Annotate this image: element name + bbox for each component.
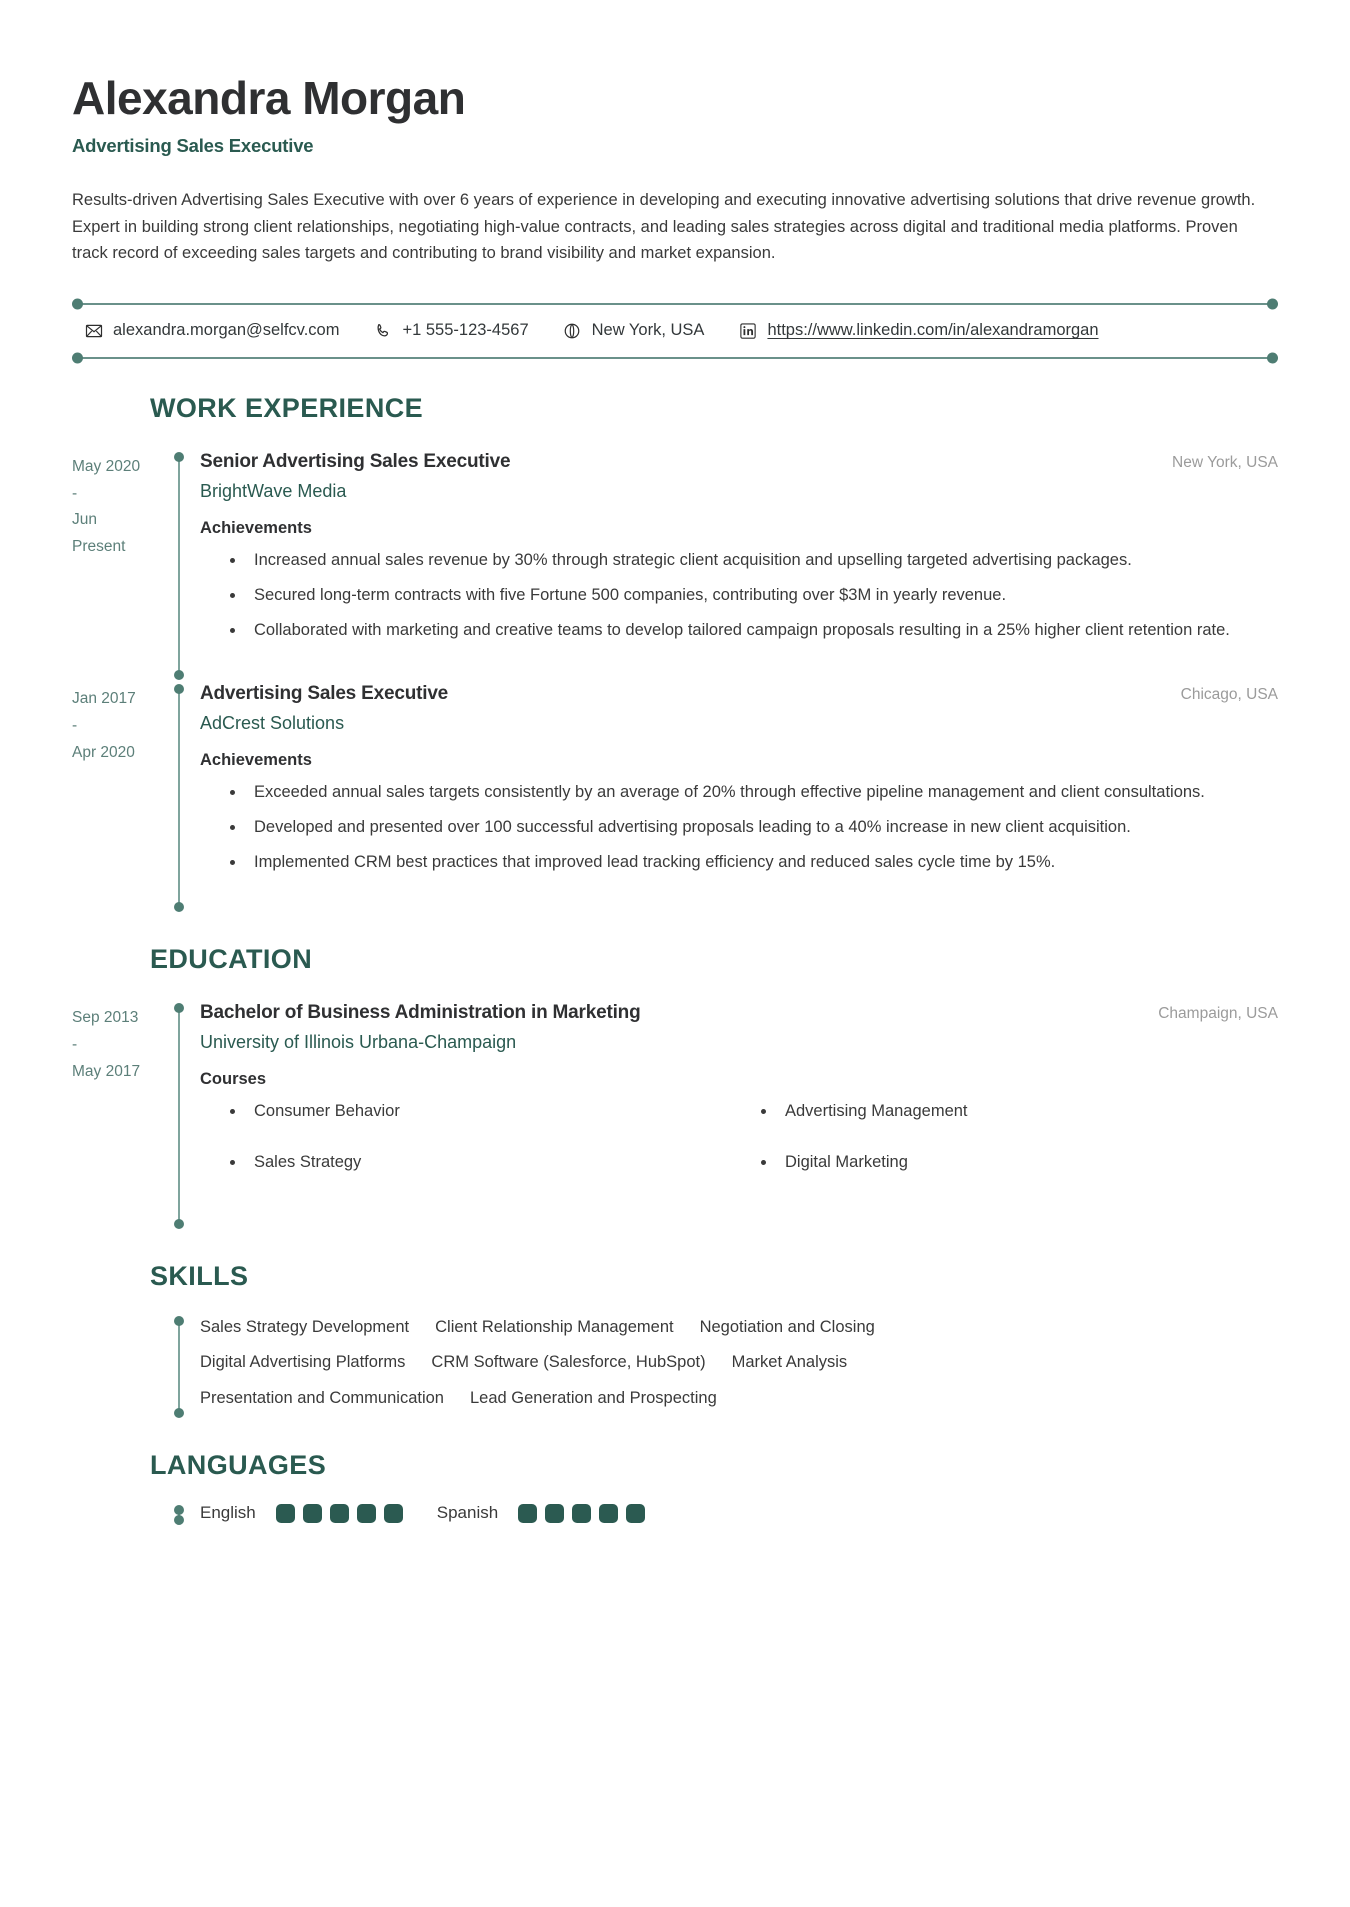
language-level-pips — [276, 1504, 403, 1523]
envelope-icon — [84, 321, 103, 340]
languages-date-spacer — [72, 1499, 172, 1523]
work-entry-title: Senior Advertising Sales Executive — [200, 451, 511, 473]
skills-list — [200, 1310, 990, 1417]
timeline-dot-bottom — [174, 1219, 184, 1229]
education-entry-subheading: Courses — [200, 1070, 267, 1089]
section-skills — [72, 1261, 1278, 1417]
page-title: Alexandra Morgan — [72, 72, 466, 124]
list-item: • Implemented CRM best practices that improved lead tracking efficiency and reduced sales cycle time by 15%. — [246, 849, 1278, 875]
timeline-marker — [172, 997, 186, 1227]
work-entry-achievements — [200, 779, 1278, 875]
contact-bar — [72, 303, 1278, 359]
education-entry — [72, 997, 1278, 1227]
skill-tag: Lead Generation and Prospecting — [469, 1388, 717, 1407]
list-item: • Sales Strategy — [246, 1150, 747, 1175]
language-pip — [626, 1504, 645, 1523]
language-name: Spanish — [436, 1503, 499, 1523]
work-entry — [72, 446, 1278, 678]
contact-divider-bottom — [82, 357, 1268, 359]
timeline-dot-top — [174, 1316, 184, 1326]
contact-linkedin-value[interactable]: https://www.linkedin.com/in/alexandramorgan — [767, 321, 1099, 340]
date-end-line1: Apr 2020 — [72, 743, 135, 761]
timeline-dot-bottom — [174, 902, 184, 912]
language-pip — [572, 1504, 591, 1523]
list-item: • Advertising Management — [777, 1099, 1278, 1124]
work-entry-dates — [72, 446, 172, 678]
language-pip — [384, 1504, 403, 1523]
work-entry-subheading: Achievements — [200, 751, 312, 770]
list-item: • Secured long-term contracts with five Fortune 500 companies, contributing over $3M in yearly revenue. — [246, 582, 1278, 608]
skill-tag: Client Relationship Management — [435, 1317, 674, 1336]
language-level-pips — [518, 1504, 645, 1523]
skills-date-spacer — [72, 1310, 172, 1417]
contact-phone-value: +1 555-123-4567 — [402, 321, 529, 340]
list-item: • Exceeded annual sales targets consistently by an average of 20% through effective pipeline management and client consultations. — [246, 779, 1278, 805]
section-title-education: EDUCATION — [150, 944, 313, 975]
contact-divider-top — [82, 303, 1268, 305]
languages-list — [200, 1499, 1278, 1523]
section-title-work: WORK EXPERIENCE — [150, 393, 424, 424]
date-end-line1: May 2017 — [72, 1062, 141, 1080]
list-item: • Consumer Behavior — [246, 1099, 747, 1124]
education-entry-dates — [72, 997, 172, 1227]
work-entry-organization: BrightWave Media — [200, 481, 347, 502]
education-courses-list — [200, 1099, 1278, 1201]
language-pip — [518, 1504, 537, 1523]
timeline-marker — [172, 678, 186, 910]
language-pip — [330, 1504, 349, 1523]
language-pip — [276, 1504, 295, 1523]
timeline-dot-top — [174, 1505, 184, 1515]
timeline-dot-top — [174, 684, 184, 694]
list-item: • Digital Marketing — [777, 1150, 1278, 1175]
language-pip — [303, 1504, 322, 1523]
date-start: May 2020 — [72, 458, 141, 476]
timeline-dot-bottom — [174, 1515, 184, 1525]
section-languages — [72, 1450, 1278, 1523]
date-end-line2: Present — [72, 538, 126, 556]
section-title-languages: LANGUAGES — [150, 1450, 327, 1481]
timeline-line — [178, 1318, 180, 1415]
contact-email-value: alexandra.morgan@selfcv.com — [113, 321, 340, 340]
timeline-line — [178, 1007, 180, 1227]
skill-tag: Market Analysis — [731, 1353, 848, 1372]
work-entry-organization: AdCrest Solutions — [200, 713, 345, 734]
section-work-experience — [72, 393, 1278, 910]
timeline-dot-top — [174, 452, 184, 462]
timeline-dot-bottom — [174, 1408, 184, 1418]
linkedin-icon — [738, 321, 757, 340]
work-entry — [72, 678, 1278, 910]
date-dash: - — [72, 484, 78, 502]
resume-header — [72, 72, 1278, 267]
date-dash: - — [72, 1036, 78, 1054]
list-item: • Collaborated with marketing and creative teams to develop tailored campaign proposals resulting in a 25% higher client retention rate. — [246, 617, 1278, 643]
date-dash: - — [72, 716, 78, 734]
date-start: Sep 2013 — [72, 1009, 139, 1027]
timeline-line — [178, 688, 180, 910]
work-entry-title: Advertising Sales Executive — [200, 683, 449, 705]
contact-location — [563, 321, 705, 340]
globe-icon — [563, 321, 582, 340]
language-pip — [545, 1504, 564, 1523]
education-entry-organization: University of Illinois Urbana-Champaign — [200, 1032, 517, 1053]
language-name: English — [200, 1503, 256, 1523]
language-item — [200, 1503, 403, 1523]
timeline-marker — [172, 1310, 186, 1417]
timeline-line — [178, 456, 180, 678]
education-entry-title: Bachelor of Business Administration in Marketing — [200, 1002, 641, 1024]
language-item — [437, 1503, 645, 1523]
date-start: Jan 2017 — [72, 690, 136, 708]
date-end-line1: Jun — [72, 511, 97, 529]
header-job-title: Advertising Sales Executive — [72, 134, 314, 156]
work-entry-achievements — [200, 547, 1278, 643]
skill-tag: Presentation and Communication — [200, 1388, 444, 1407]
list-item: • Increased annual sales revenue by 30% through strategic client acquisition and upselling targeted advertising packages. — [246, 547, 1278, 573]
professional-summary: Results-driven Advertising Sales Executive with over 6 years of experience in developing and executing innovative advertising solutions that drive revenue growth. Expert in building strong client relationships, negotiating high-value contracts, and leading sales strategies across digital and traditional media platforms. Proven track record of exceeding sales targets and contributing to brand visibility and market expansion. — [72, 190, 1256, 263]
work-entry-location: New York, USA — [1172, 454, 1278, 472]
timeline-dot-top — [174, 1003, 184, 1013]
contact-location-value: New York, USA — [591, 321, 705, 340]
skill-tag: CRM Software (Salesforce, HubSpot) — [431, 1353, 706, 1372]
work-entry-dates — [72, 678, 172, 910]
skill-tag: Digital Advertising Platforms — [200, 1353, 406, 1372]
contact-linkedin[interactable] — [738, 321, 1098, 340]
language-pip — [599, 1504, 618, 1523]
phone-icon — [373, 321, 392, 340]
timeline-marker — [172, 446, 186, 678]
work-entry-subheading: Achievements — [200, 519, 312, 538]
skill-tag: Negotiation and Closing — [699, 1317, 875, 1336]
work-entry-location: Chicago, USA — [1180, 686, 1278, 704]
language-pip — [357, 1504, 376, 1523]
contact-email[interactable] — [84, 321, 339, 340]
section-education — [72, 944, 1278, 1227]
timeline-marker — [172, 1499, 186, 1523]
list-item: • Developed and presented over 100 successful advertising proposals leading to a 40% increase in new client acquisition. — [246, 814, 1278, 840]
contact-phone[interactable] — [373, 321, 528, 340]
skill-tag: Sales Strategy Development — [200, 1317, 410, 1336]
education-entry-location: Champaign, USA — [1158, 1005, 1278, 1023]
section-title-skills: SKILLS — [150, 1260, 249, 1291]
